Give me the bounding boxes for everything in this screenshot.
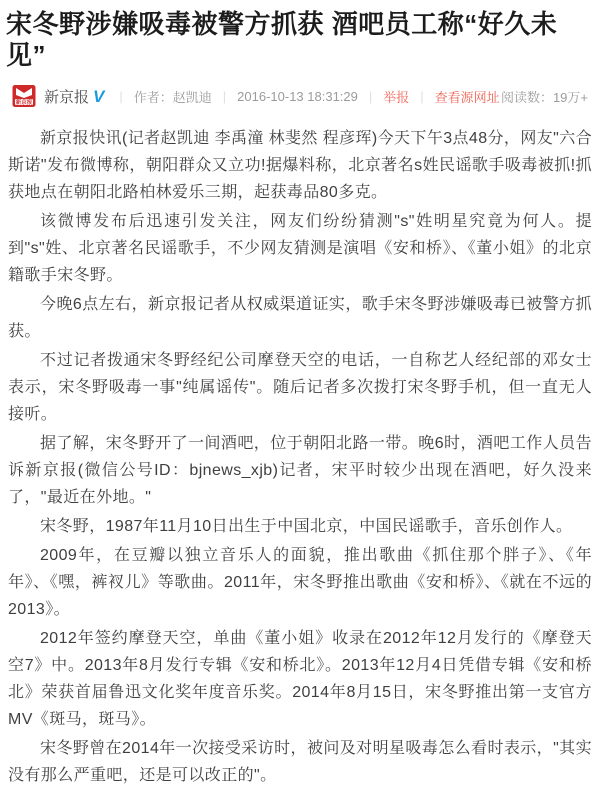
meta-separator: | <box>222 88 227 104</box>
meta-separator: | <box>119 88 123 104</box>
article-paragraph: 宋冬野曾在2014年一次接受采访时，被问及对明星吸毒怎么看时表示，"其实没有那么严重吧，还是可以改正的"。 <box>8 740 592 785</box>
author-label: 作者：赵凯迪 <box>133 89 212 105</box>
article-paragraph: 宋冬野，1987年11月10日出生于中国北京，中国民谣歌手，音乐创作人。 <box>40 518 573 536</box>
article-body <box>8 125 592 789</box>
meta-separator: | <box>368 88 373 104</box>
xinjingbao-logo-icon[interactable] <box>12 84 36 108</box>
article-meta-bar <box>12 84 588 108</box>
article-paragraph: 该微博发布后迅速引发关注，网友们纷纷猜测"s"姓明星究竟为何人。提到"s"姓、北京著名民谣歌手，不少网友猜测是演唱《安和桥》、《董小姐》的北京籍歌手宋冬野。 <box>8 213 592 285</box>
page-title: 宋冬野涉嫌吸毒被警方抓获 酒吧员工称“好久未见” <box>6 9 558 71</box>
view-source-url-link[interactable]: 查看源网址 <box>434 89 500 105</box>
report-link[interactable]: 举报 <box>383 89 410 105</box>
read-count-label: 阅读数：19万+ <box>500 89 588 105</box>
svg-text:新京报: 新京报 <box>15 100 33 107</box>
article-paragraph: 据了解，宋冬野开了一间酒吧，位于朝阳北路一带。晚6时，酒吧工作人员告诉新京报(微信公号ID：bjnews_xjb)记者，宋平时较少出现在酒吧，好久没来了，"最近在外地。" <box>8 435 592 507</box>
meta-separator: | <box>420 88 424 104</box>
article-paragraph: 2009年，在豆瓣以独立音乐人的面貌，推出歌曲《抓住那个胖子》、《年年》、《嘿，裤衩儿》等歌曲。2011年，宋冬野推出歌曲《安和桥》、《就在不远的2013》。 <box>8 547 592 619</box>
article-paragraph: 新京报快讯(记者赵凯迪 李禹潼 林斐然 程彦珲)今天下午3点48分，网友"六合斯诺"发布微博称，朝阳群众又立功!据爆料称，北京著名s姓民谣歌手吸毒被抓!抓获地点在朝阳北路柏林爱乐三期，起获毒品80多克。 <box>8 130 592 202</box>
publish-timestamp: 2016-10-13 18:31:29 <box>237 88 358 104</box>
article-paragraph: 不过记者拨通宋冬野经纪公司摩登天空的电话，一自称艺人经纪部的邓女士表示，宋冬野吸毒一事"纯属谣传"。随后记者多次拨打宋冬野手机，但一直无人接听。 <box>8 352 592 424</box>
verified-badge-icon: V <box>93 86 105 106</box>
article-paragraph: 今晚6点左右，新京报记者从权威渠道证实，歌手宋冬野涉嫌吸毒已被警方抓获。 <box>8 296 592 341</box>
source-name-link[interactable]: 新京报 <box>44 88 90 106</box>
article-paragraph: 2012年签约摩登天空，单曲《董小姐》收录在2012年12月发行的《摩登天空7》中。2013年8月发行专辑《安和桥北》。2013年12月4日凭借专辑《安和桥北》荣获首届鲁迅文化奖年度音乐奖。2014年8月15日，宋冬野推出第一支官方MV《斑马，斑马》。 <box>8 630 592 729</box>
